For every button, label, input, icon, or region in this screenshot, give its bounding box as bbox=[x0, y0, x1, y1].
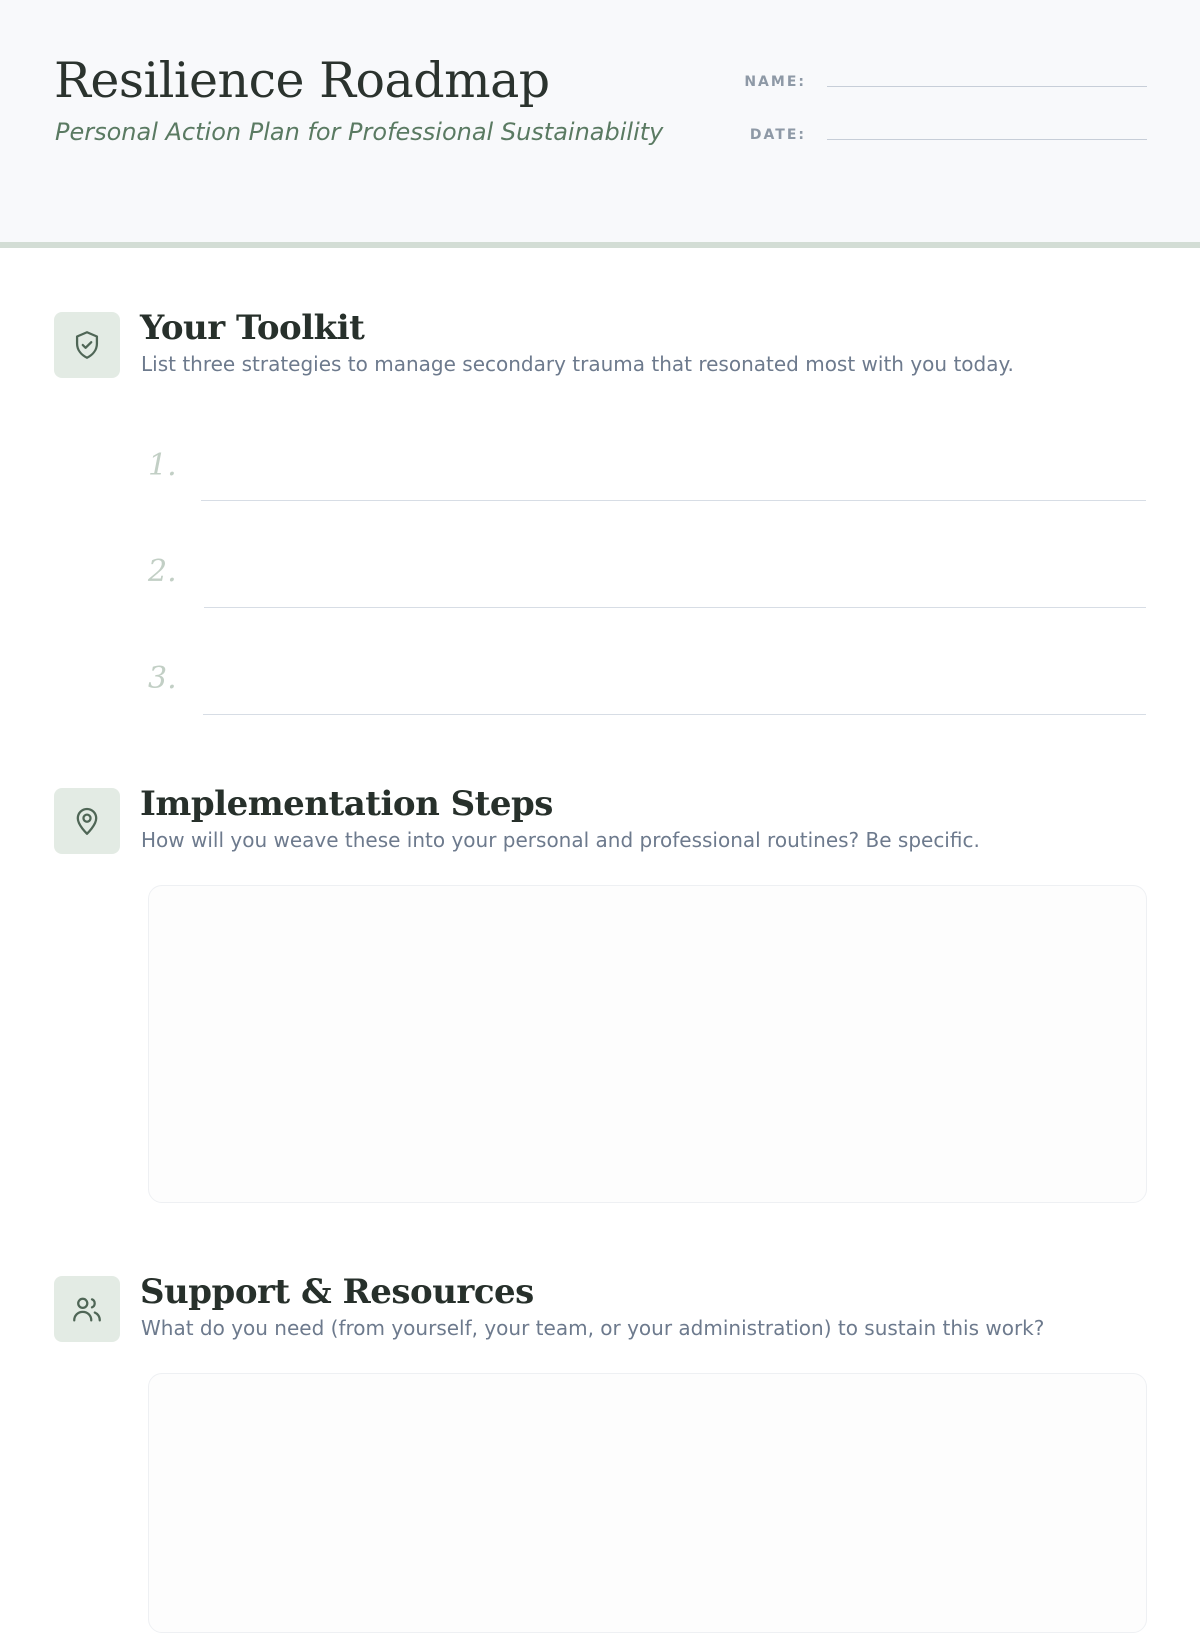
page-header bbox=[0, 0, 1200, 248]
date-label: DATE: bbox=[749, 127, 806, 143]
page-title: Resilience Roadmap bbox=[54, 52, 550, 109]
name-label: NAME: bbox=[744, 74, 806, 90]
implementation-answer-box[interactable] bbox=[148, 885, 1147, 1203]
list-number: 3. bbox=[148, 661, 177, 696]
section-description: List three strategies to manage secondary trauma that resonated most with you today. bbox=[141, 352, 1014, 376]
toolkit-answer-line-3[interactable] bbox=[203, 641, 1146, 715]
support-answer-box[interactable] bbox=[148, 1373, 1147, 1633]
shield-check-icon bbox=[54, 312, 120, 378]
name-input-line[interactable] bbox=[827, 86, 1147, 87]
list-number: 2. bbox=[148, 554, 177, 589]
section-title: Implementation Steps bbox=[140, 784, 553, 824]
page-subtitle: Personal Action Plan for Professional Sustainability bbox=[55, 118, 664, 146]
map-pin-icon bbox=[54, 788, 120, 854]
section-description: What do you need (from yourself, your team, or your administration) to sustain this work? bbox=[141, 1316, 1045, 1340]
section-description: How will you weave these into your personal and professional routines? Be specific. bbox=[141, 828, 980, 852]
users-icon bbox=[54, 1276, 120, 1342]
section-title: Your Toolkit bbox=[140, 308, 365, 348]
toolkit-answer-line-1[interactable] bbox=[201, 427, 1146, 501]
section-title: Support & Resources bbox=[140, 1272, 534, 1312]
list-number: 1. bbox=[148, 448, 177, 483]
toolkit-answer-line-2[interactable] bbox=[204, 534, 1146, 608]
date-input-line[interactable] bbox=[827, 139, 1147, 140]
